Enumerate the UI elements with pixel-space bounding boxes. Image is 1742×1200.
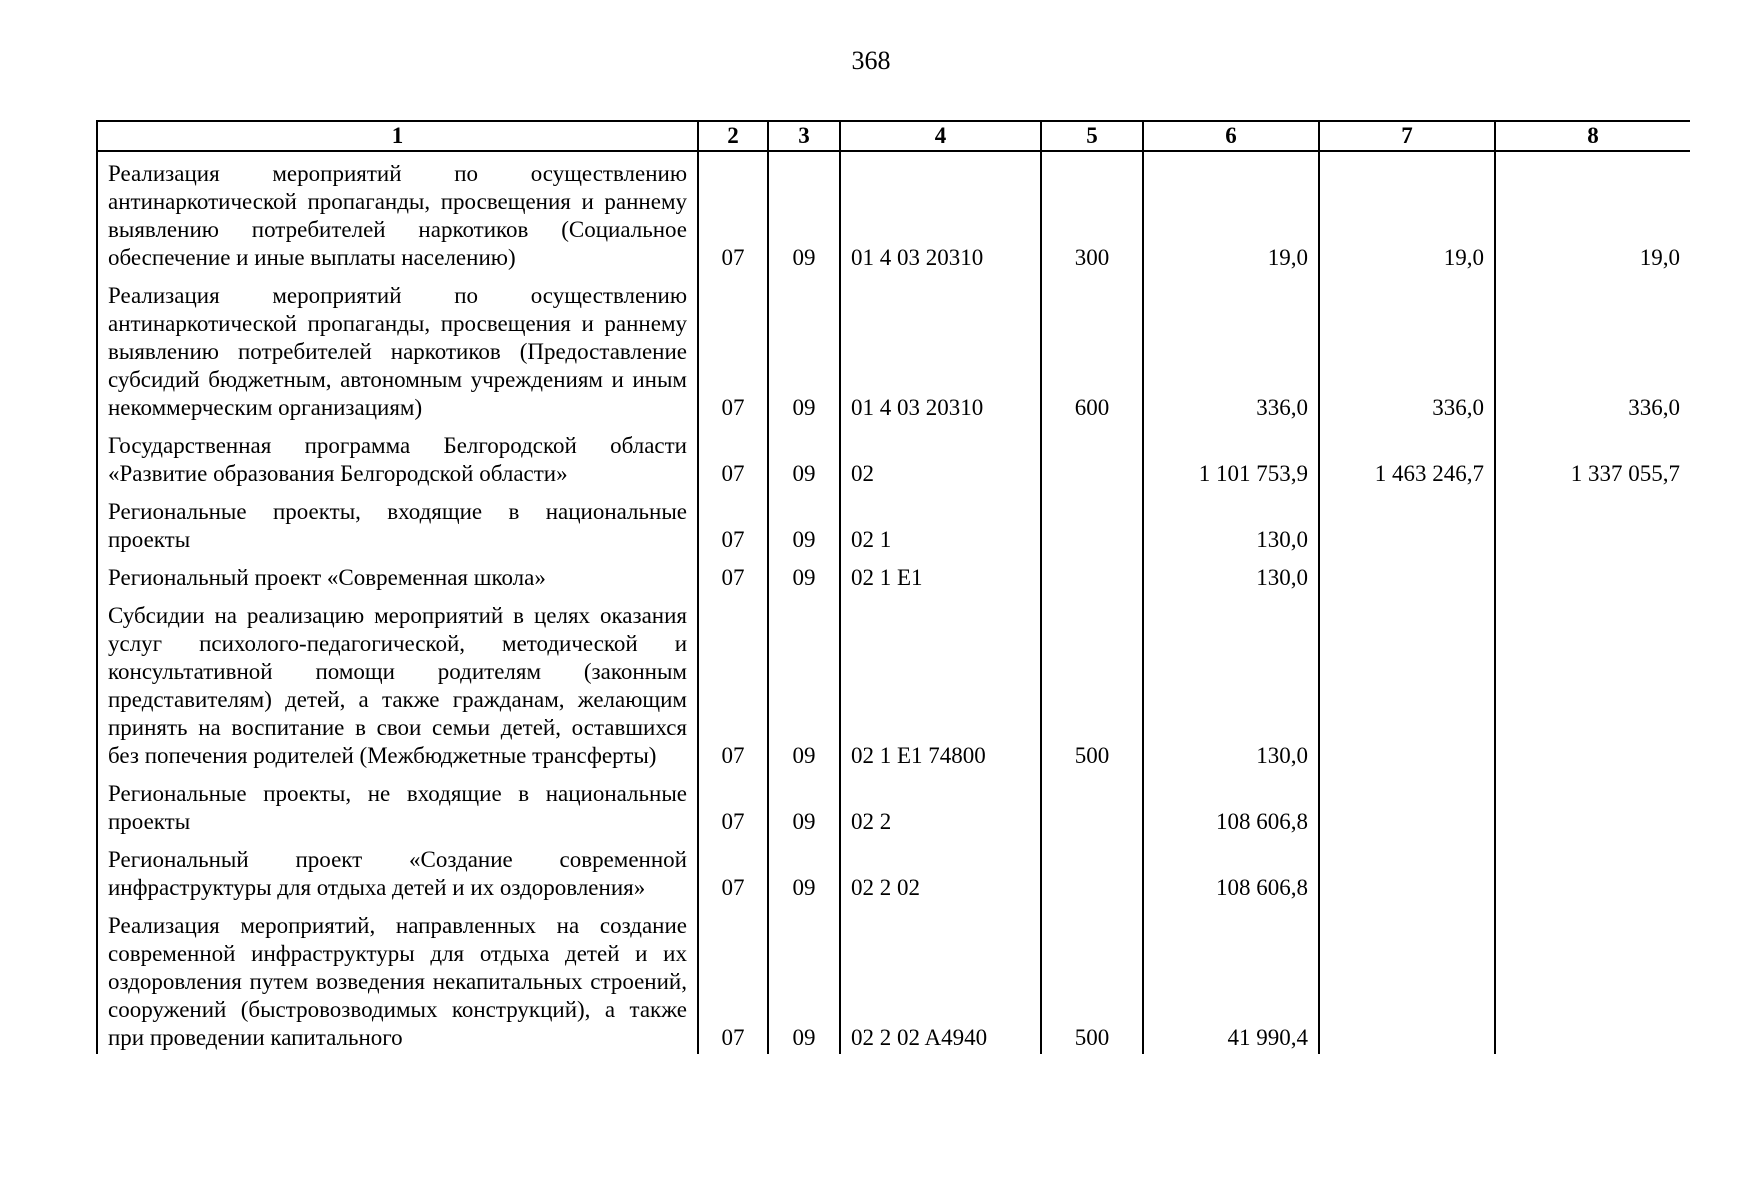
- row-amount-col8-cell: 1 337 055,7: [1495, 424, 1690, 490]
- header-row: [97, 121, 1690, 151]
- row-amount-col8-cell: 336,0: [1495, 274, 1690, 424]
- row-amount-col7-cell: [1319, 556, 1495, 594]
- row-amount-col6-cell: 108 606,8: [1143, 772, 1319, 838]
- row-name-cell: Региональные проекты, не входящие в национальные проекты: [97, 772, 698, 838]
- row-amount-col6-cell: 108 606,8: [1143, 838, 1319, 904]
- row-name-cell: Реализация мероприятий по осуществлению антинаркотической пропаганды, просвещения и раннему выявлению потребителей наркотиков (Предоставление субсидий бюджетным, автономным учреждениям и иным некоммерческим организациям): [97, 274, 698, 424]
- row-amount-col7-cell: 19,0: [1319, 151, 1495, 274]
- row-amount-col7-cell: 336,0: [1319, 274, 1495, 424]
- row-amount-col8-cell: [1495, 490, 1690, 556]
- budget-table: [96, 120, 1690, 1054]
- row-section-cell: 07: [698, 904, 768, 1054]
- row-subsection-cell: 09: [768, 151, 840, 274]
- row-expense-type-cell: [1041, 490, 1143, 556]
- col-header-1: 1: [97, 121, 698, 151]
- row-expense-type-cell: 600: [1041, 274, 1143, 424]
- row-subsection-cell: 09: [768, 424, 840, 490]
- row-expense-type-cell: 500: [1041, 904, 1143, 1054]
- table-row: [97, 424, 1690, 490]
- row-amount-col8-cell: [1495, 772, 1690, 838]
- row-amount-col7-cell: [1319, 904, 1495, 1054]
- row-amount-col7-cell: [1319, 772, 1495, 838]
- row-subsection-cell: 09: [768, 904, 840, 1054]
- row-section-cell: 07: [698, 274, 768, 424]
- row-section-cell: 07: [698, 424, 768, 490]
- row-amount-col6-cell: 336,0: [1143, 274, 1319, 424]
- col-header-7: 7: [1319, 121, 1495, 151]
- table-row: [97, 904, 1690, 1054]
- row-section-cell: 07: [698, 151, 768, 274]
- row-expense-type-cell: 500: [1041, 594, 1143, 772]
- row-name-cell: Государственная программа Белгородской области «Развитие образования Белгородской области»: [97, 424, 698, 490]
- row-expense-type-cell: [1041, 838, 1143, 904]
- row-amount-col7-cell: 1 463 246,7: [1319, 424, 1495, 490]
- row-section-cell: 07: [698, 594, 768, 772]
- row-amount-col8-cell: [1495, 594, 1690, 772]
- row-expense-type-cell: [1041, 424, 1143, 490]
- table-row: [97, 594, 1690, 772]
- row-amount-col6-cell: 1 101 753,9: [1143, 424, 1319, 490]
- col-header-4: 4: [840, 121, 1041, 151]
- row-target-article-cell: 02: [840, 424, 1041, 490]
- row-amount-col7-cell: [1319, 838, 1495, 904]
- col-header-8: 8: [1495, 121, 1690, 151]
- table-row: [97, 490, 1690, 556]
- row-expense-type-cell: [1041, 556, 1143, 594]
- row-name-cell: Региональный проект «Создание современной инфраструктуры для отдыха детей и их оздоровления»: [97, 838, 698, 904]
- row-amount-col7-cell: [1319, 594, 1495, 772]
- row-amount-col8-cell: [1495, 904, 1690, 1054]
- col-header-2: 2: [698, 121, 768, 151]
- row-amount-col6-cell: 130,0: [1143, 594, 1319, 772]
- col-header-3: 3: [768, 121, 840, 151]
- row-name-cell: Реализация мероприятий, направленных на создание современной инфраструктуры для отдыха детей и их оздоровления путем возведения некапитальных строений, сооружений (быстровозводимых конструкций), а также при проведении капитального: [97, 904, 698, 1054]
- table-body: [97, 151, 1690, 1054]
- table-row: [97, 556, 1690, 594]
- row-section-cell: 07: [698, 772, 768, 838]
- row-subsection-cell: 09: [768, 274, 840, 424]
- row-amount-col6-cell: 130,0: [1143, 556, 1319, 594]
- row-subsection-cell: 09: [768, 594, 840, 772]
- row-name-cell: Региональный проект «Современная школа»: [97, 556, 698, 594]
- table-row: [97, 772, 1690, 838]
- row-target-article-cell: 02 2: [840, 772, 1041, 838]
- row-expense-type-cell: 300: [1041, 151, 1143, 274]
- budget-table-container: [96, 120, 1690, 1133]
- col-header-6: 6: [1143, 121, 1319, 151]
- row-target-article-cell: 02 2 02 A4940: [840, 904, 1041, 1054]
- row-target-article-cell: 02 1 E1: [840, 556, 1041, 594]
- row-section-cell: 07: [698, 490, 768, 556]
- row-amount-col6-cell: 41 990,4: [1143, 904, 1319, 1054]
- row-target-article-cell: 02 1: [840, 490, 1041, 556]
- row-amount-col8-cell: 19,0: [1495, 151, 1690, 274]
- row-section-cell: 07: [698, 556, 768, 594]
- row-amount-col6-cell: 130,0: [1143, 490, 1319, 556]
- row-amount-col8-cell: [1495, 556, 1690, 594]
- table-row: [97, 838, 1690, 904]
- row-subsection-cell: 09: [768, 556, 840, 594]
- row-subsection-cell: 09: [768, 772, 840, 838]
- row-target-article-cell: 01 4 03 20310: [840, 151, 1041, 274]
- row-name-cell: Реализация мероприятий по осуществлению антинаркотической пропаганды, просвещения и раннему выявлению потребителей наркотиков (Социальное обеспечение и иные выплаты населению): [97, 151, 698, 274]
- row-subsection-cell: 09: [768, 490, 840, 556]
- col-header-5: 5: [1041, 121, 1143, 151]
- table-row: [97, 274, 1690, 424]
- row-target-article-cell: 02 1 E1 74800: [840, 594, 1041, 772]
- table-row: [97, 151, 1690, 274]
- row-amount-col7-cell: [1319, 490, 1495, 556]
- row-subsection-cell: 09: [768, 838, 840, 904]
- row-name-cell: Региональные проекты, входящие в национальные проекты: [97, 490, 698, 556]
- row-target-article-cell: 01 4 03 20310: [840, 274, 1041, 424]
- row-expense-type-cell: [1041, 772, 1143, 838]
- row-target-article-cell: 02 2 02: [840, 838, 1041, 904]
- row-section-cell: 07: [698, 838, 768, 904]
- row-amount-col6-cell: 19,0: [1143, 151, 1319, 274]
- row-amount-col8-cell: [1495, 838, 1690, 904]
- page-number: 368: [851, 46, 891, 75]
- row-name-cell: Субсидии на реализацию мероприятий в целях оказания услуг психолого-педагогической, методической и консультативной помощи родителям (законным представителям) детей, а также гражданам, желающим принять на воспитание в свои семьи детей, оставшихся без попечения родителей (Межбюджетные трансферты): [97, 594, 698, 772]
